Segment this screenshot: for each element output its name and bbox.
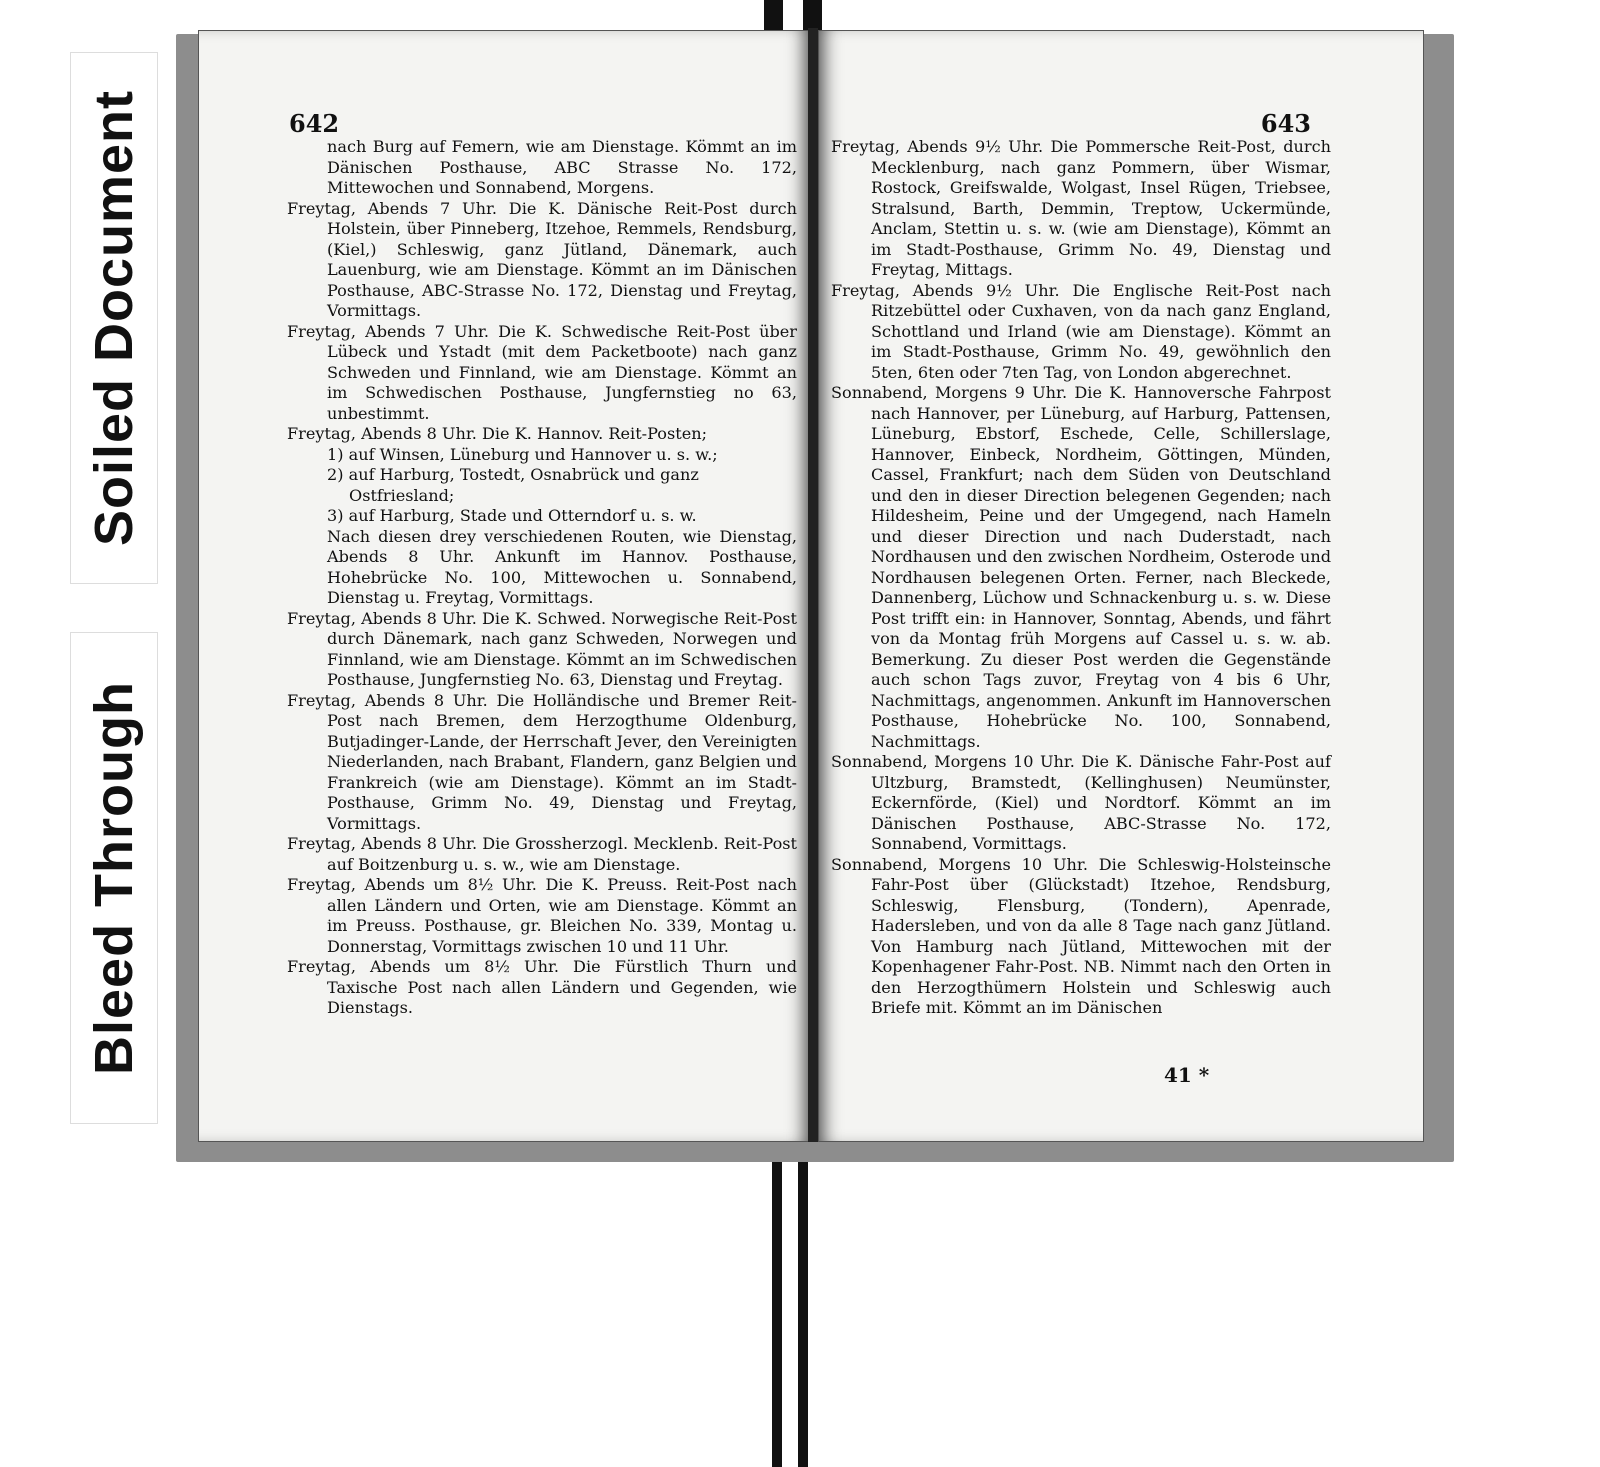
left-page — [198, 30, 810, 1142]
left-paragraph: Freytag, Abends 7 Uhr. Die K. Dänische Reit-Post durch Holstein, über Pinneberg, Itzehoe, Remmels, Rendsburg, (Kiel,) Schleswig, ganz Jütland, Dänemark, auch Lauenburg, wie am Dienstage. Kömmt an im Dänischen Posthause, ABC-Strasse No. 172, Dienstag und Freytag, Vormittags. — [287, 198, 797, 320]
left-page-text — [287, 137, 797, 1019]
right-page-number: 643 — [1260, 109, 1311, 138]
left-paragraph: Freytag, Abends um 8½ Uhr. Die Fürstlich Thurn und Taxische Post nach allen Ländern und Gegenden, wie Dienstags. — [287, 957, 797, 1017]
left-paragraph: 1) auf Winsen, Lüneburg und Hannover u. s. w.; — [327, 444, 718, 464]
bleed-through-label — [70, 632, 158, 1124]
bleed-through-text: Bleed Through — [84, 681, 145, 1075]
left-paragraph: nach Burg auf Femern, wie am Dienstage. Kömmt an im Dänischen Posthause, ABC Strasse No. 172, Mittewochen und Sonnabend, Morgens. — [327, 137, 797, 197]
left-paragraph: Freytag, Abends 8 Uhr. Die Holländische und Bremer Reit-Post nach Bremen, dem Herzogthume Oldenburg, Butjadinger-Lande, der Herrschaft Jever, den Vereinigten Niederlanden, nach Brabant, Flandern, ganz Belgien und Frankreich (wie am Dienstage). Kömmt an im Stadt-Posthause, Grimm No. 49, Dienstag und Freytag, Vormittags. — [287, 690, 797, 833]
left-paragraph: 2) auf Harburg, Tostedt, Osnabrück und ganz Ostfriesland; — [327, 465, 699, 505]
left-paragraph: Freytag, Abends 7 Uhr. Die K. Schwedische Reit-Post über Lübeck und Ystadt (mit dem Packetboote) nach ganz Schweden und Finnland, wie am Dienstage. Kömmt an im Schwedischen Posthause, Jungfernstieg no 63, unbestimmt. — [287, 321, 797, 423]
right-paragraph: Sonnabend, Morgens 9 Uhr. Die K. Hannoversche Fahrpost nach Hannover, per Lüneburg, auf Harburg, Pattensen, Lüneburg, Ebstorf, Eschede, Celle, Schillerslage, Hannover, Einbeck, Nordheim, Göttingen, Münden, Cassel, Frankfurt; nach dem Süden von Deutschland und den in dieser Direction belegenen Gegenden; nach Hildesheim, Peine und der Umgegend, nach Hameln und dieser Direction und nach Duderstadt, nach Nordhausen und den zwischen Nordheim, Osterode und Nordhausen belegenen Orten. Ferner, nach Bleckede, Dannenberg, Lüchow und Schnackenburg u. s. w. Diese Post trifft ein: in Hannover, Sonntag, Abends, und fährt von da Montag früh Morgens auf Cassel u. s. w. ab. Bemerkung. Zu dieser Post werden die Gegenstände auch schon Tags zuvor, Freytag von 4 bis 6 Uhr, Nachmittags, angenommen. Ankunft im Hannoverschen Posthause, Hohebrücke No. 100, Sonnabend, Nachmittags. — [831, 383, 1331, 751]
left-paragraph: Freytag, Abends 8 Uhr. Die K. Schwed. Norwegische Reit-Post durch Dänemark, nach ganz Schweden, Norwegen und Finnland, wie am Dienstage. Kömmt an im Schwedischen Posthause, Jungfernstieg No. 63, Dienstag und Freytag. — [287, 608, 797, 689]
right-paragraph: Sonnabend, Morgens 10 Uhr. Die K. Dänische Fahr-Post auf Ultzburg, Bramstedt, (Kellinghusen) Neumünster, Eckernförde, (Kiel) und Nordtorf. Kömmt an im Dänischen Posthause, ABC-Strasse No. 172, Sonnabend, Vormittags. — [831, 752, 1331, 853]
left-paragraph: Freytag, Abends um 8½ Uhr. Die K. Preuss. Reit-Post nach allen Ländern und Orten, wie am Dienstage. Kömmt an im Preuss. Posthause, gr. Bleichen No. 339, Montag u. Donnerstag, Vormittags zwischen 10 und 11 Uhr. — [287, 875, 797, 956]
soiled-document-text: Soiled Document — [84, 89, 145, 547]
binding-strip-bottom — [772, 1140, 808, 1467]
left-paragraph: Freytag, Abends 8 Uhr. Die Grossherzogl. Mecklenb. Reit-Post auf Boitzenburg u. s. w., wie am Dienstage. — [287, 834, 797, 874]
right-page-text — [831, 137, 1331, 1019]
right-page — [818, 30, 1424, 1142]
left-paragraph: Nach diesen drey verschiedenen Routen, wie Dienstag, Abends 8 Uhr. Ankunft im Hannov. Posthause, Hohebrücke No. 100, Mittewochen u. Sonnabend, Dienstag u. Freytag, Vormittags. — [327, 526, 797, 607]
left-paragraph: 3) auf Harburg, Stade und Otterndorf u. s. w. — [327, 506, 697, 525]
left-page-number: 642 — [289, 109, 340, 138]
left-paragraph: Freytag, Abends 8 Uhr. Die K. Hannov. Reit-Posten; — [287, 424, 708, 443]
right-paragraph: Sonnabend, Morgens 10 Uhr. Die Schleswig-Holsteinsche Fahr-Post über (Glückstadt) Itzehoe, Rendsburg, Schleswig, Flensburg, (Tondern), Apenrade, Hadersleben, und von da alle 8 Tage nach ganz Jütland. Von Hamburg nach Jütland, Mittewochen mit der Kopenhagener Fahr-Post. NB. Nimmt nach den Orten in den Herzogthümern Holstein und Schleswig auch Briefe mit. Kömmt an im Dänischen — [831, 854, 1331, 1017]
right-paragraph: Freytag, Abends 9½ Uhr. Die Englische Reit-Post nach Ritzebüttel oder Cuxhaven, von da nach ganz England, Schottland und Irland (wie am Dienstage). Kömmt an im Stadt-Posthause, Grimm No. 49, gewöhnlich den 5ten, 6ten oder 7ten Tag, von London abgerechnet. — [831, 280, 1331, 382]
signature-mark: 41 * — [1164, 1063, 1210, 1087]
right-paragraph: Freytag, Abends 9½ Uhr. Die Pommersche Reit-Post, durch Mecklenburg, nach ganz Pommern, über Wismar, Rostock, Greifswalde, Wolgast, Insel Rügen, Triebsee, Stralsund, Barth, Demmin, Treptow, Uckermünde, Anclam, Stettin u. s. w. (wie am Dienstage), Kömmt an im Stadt-Posthause, Grimm No. 49, Dienstag und Freytag, Mittags. — [831, 137, 1331, 279]
book-gutter — [808, 28, 818, 1142]
soiled-document-label — [70, 52, 158, 584]
